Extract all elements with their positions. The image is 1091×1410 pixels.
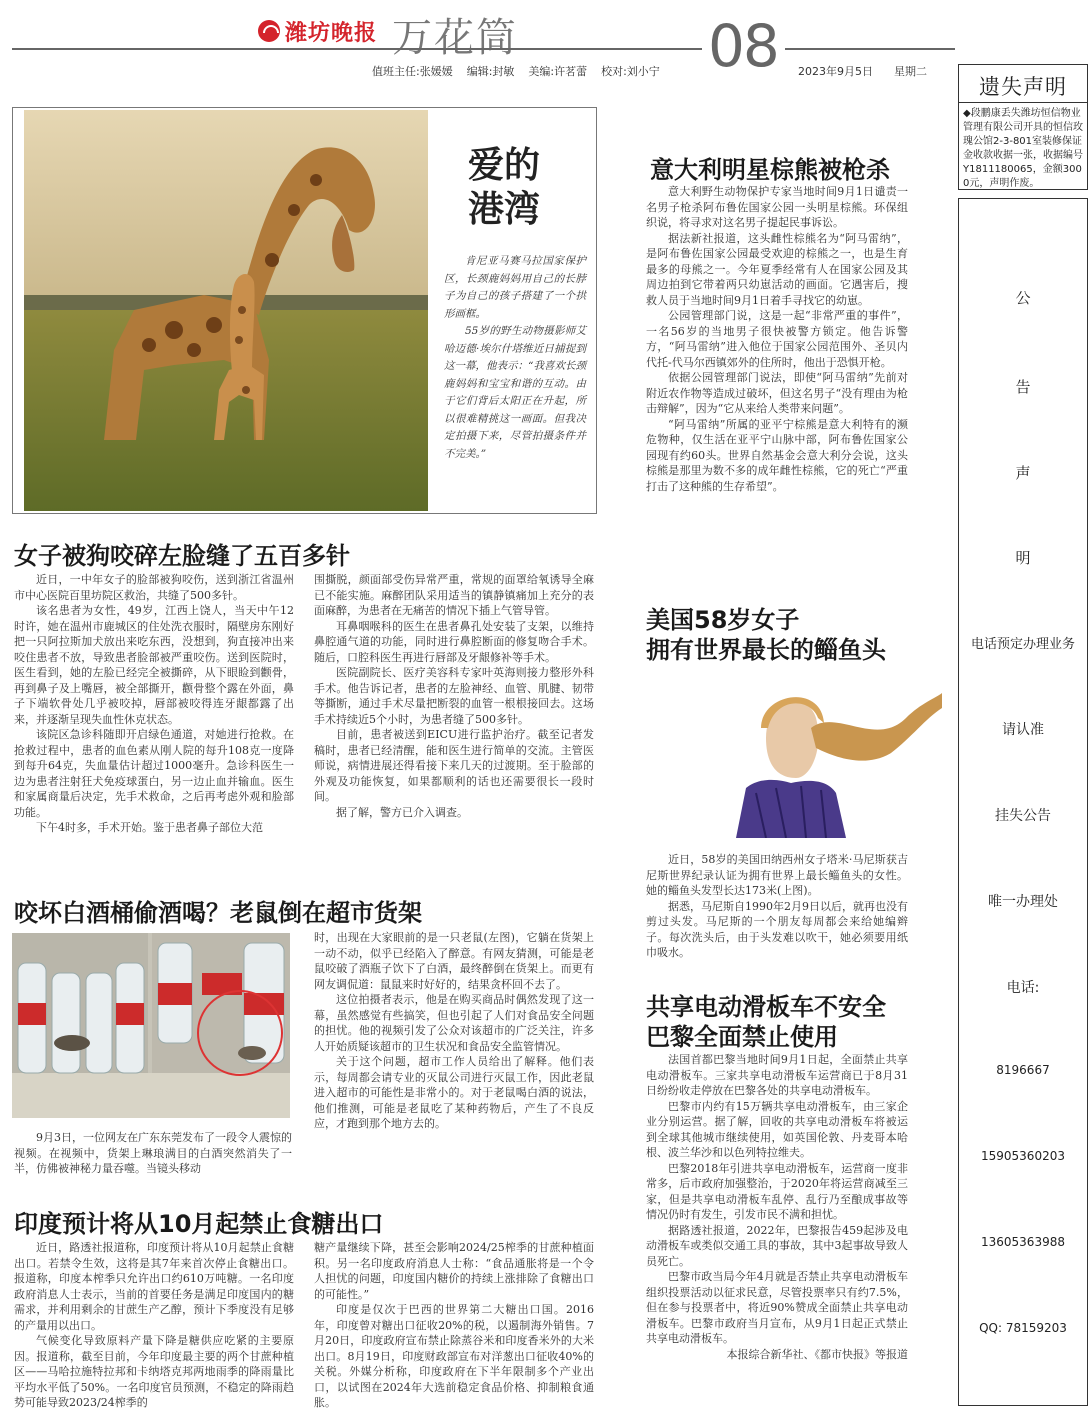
long-braid-woman-photo-icon bbox=[706, 668, 942, 838]
ad-phone: 15905360203 bbox=[981, 1149, 1065, 1163]
ad-line: 挂失公告 bbox=[995, 808, 1051, 824]
issue-date: 2023年9月5日 bbox=[798, 65, 873, 78]
dog-para: 该院区急诊科随即开启绿色通道，对她进行抢救。在抢救过程中，患者的血色素从刚人院的每升108克一度降到每升64克，失血量估计超过1000毫升。急诊科医生一边为患者注射狂犬免疫球蛋白，另一边止血并输血。医生和家属商量后决定，先手术救命，之后再考虑外观和脸部功能。 bbox=[14, 728, 294, 819]
scooter-headline-line: 巴黎全面禁止使用 bbox=[646, 1023, 838, 1051]
ad-line: 请认准 bbox=[1002, 722, 1044, 738]
dog-para: 据了解，警方已介入调查。 bbox=[336, 805, 468, 819]
ad-line: 明 bbox=[1015, 549, 1031, 567]
rat-para: 9月3日，一位网友在广东东莞发布了一段令人震惊的视频。在视频中，货架上琳琅满目的白酒突然消失了一半，仿佛被神秘力量吞噬。当镜头移动 bbox=[14, 1131, 292, 1175]
mullet-headline-line: 美国58岁女子 bbox=[646, 606, 800, 634]
notice-service-ad bbox=[958, 198, 1088, 1406]
newspaper-name: 潍坊晚报 bbox=[285, 21, 378, 46]
rat-article-col1 bbox=[14, 1130, 292, 1177]
article-credit: 本报综合新华社、《都市快报》等报道 bbox=[726, 1347, 908, 1361]
bear-para: 公园管理部门说，这是一起“非常严重的事件”，一名56岁的当地男子很快被警方锁定。他告诉警方，“阿马雷纳”进入他位于国家公园范围外、圣贝内代托-代马尔西镇郊外的住所时，他出于恐惧开枪。 bbox=[646, 309, 908, 369]
giraffe-caption-para: 55岁的野生动物摄影师艾哈迈德·埃尔什塔维近日捕捉到这一幕，他表示：“我喜欢长颈鹿妈妈和宝宝和谐的互动。由于它们背后太阳正在升起，所以很难精挑这一画面。但我决定拍摄下来，尽管拍摄条件并不完美。” bbox=[444, 325, 586, 460]
mullet-article-headline bbox=[646, 605, 886, 665]
rat-article-col2 bbox=[314, 930, 594, 1132]
sugar-para: 气候变化导致原料产量下降是糖供应吃紧的主要原因。报道称，截至目前，今年印度最主要的两个甘蔗种植区——马哈拉施特拉邦和卡纳塔克邦两地雨季的降雨量比平均水平低了50%。一名印度官员预测，不稳定的降雨趋势可能导致2023/24榨季的 bbox=[14, 1334, 294, 1408]
lost-notice-body: ◆段鹏康丢失潍坊恒信物业管理有限公司开具的恒信玫瑰公馆2-3-801室装修保证金收款收据一张，收据编号Y1811180065，金额3000元，声明作废。 bbox=[963, 108, 1083, 189]
bear-article-headline: 意大利明星棕熊被枪杀 bbox=[650, 156, 890, 184]
sugar-para: 糖产量继续下降，甚至会影响2024/25榨季的甘蔗种植面积。另一名印度政府消息人士称：“食品通胀将是一个令人担忧的问题，印度国内糖价的持续上涨排除了食糖出口的可能性。” bbox=[314, 1241, 594, 1301]
newspaper-logo-icon bbox=[258, 20, 280, 42]
section-name: 万花筒 bbox=[392, 15, 518, 61]
ad-line: 声 bbox=[1015, 464, 1031, 482]
dog-article-col1 bbox=[14, 572, 294, 836]
dog-para: 目前，患者被送到EICU进行监护治疗。截至记者发稿时，患者已经清醒，能和医生进行简单的交流。主管医师说，病情进展还得看接下来几天的过渡期。至于脸部的外观及功能恢复，如果都顺利的话也还需要很长一段时间。 bbox=[314, 728, 594, 803]
scooter-headline-line: 共享电动滑板车不安全 bbox=[646, 993, 886, 1021]
ad-line: 告 bbox=[1015, 378, 1031, 396]
sugar-article-col2 bbox=[314, 1240, 594, 1408]
rat-para: 关于这个问题，超市工作人员给出了解释。他们表示，每周都会请专业的灭鼠公司进行灭鼠工作，因此老鼠进入超市的可能性是非常小的。对于老鼠喝白酒的说法，他们推测，可能是老鼠吃了某种药物后，产生了不良反应，才跑到那个地方去的。 bbox=[314, 1055, 594, 1130]
scooter-article-headline bbox=[646, 992, 886, 1052]
masthead bbox=[0, 0, 950, 100]
dog-para: 该名患者为女性，49岁，江西上饶人，当天中午12时许，她在温州市鹿城区的住处洗衣服时，隔壁房东刚好把一只阿拉斯加犬放出来吃东西，没想到，狗直接冲出来咬住患者不放，导致患者脸部被严重咬伤。送到医院时，医生看到，她的左脸已经完全被撕碎，从下眼睑到颧骨，再到鼻子及上嘴唇，被全部撕开，颧骨整个露在外面，鼻子下端软骨处几乎被咬掉，唇部被咬得连牙龈都露了出来，并逐渐呈现失血性休克状态。 bbox=[14, 604, 294, 726]
mullet-para: 据悉，马尼斯自1990年2月9日以后，就再也没有剪过头发。马尼斯的一个朋友每周都会来给她编辫子。每次洗头后，由于头发难以吹干，她必须要用纸巾吸水。 bbox=[646, 899, 908, 959]
ad-qq: QQ: 78159203 bbox=[979, 1321, 1067, 1335]
issue-weekday: 星期二 bbox=[894, 65, 927, 78]
mullet-headline-line: 拥有世界最长的鲻鱼头 bbox=[646, 636, 886, 664]
dog-article-headline: 女子被狗咬碎左脸缝了五百多针 bbox=[14, 542, 350, 570]
mullet-article-body bbox=[646, 852, 908, 961]
rat-para: 时，出现在大家眼前的是一只老鼠(左图)，它躺在货架上一动不动，似乎已经陷入了醉意。有网友猜测，可能是老鼠咬破了酒瓶子饮下了白酒，最终醉倒在货架上。而更有网友调侃道：鼠鼠来时好好的，结果贪杯回不去了。 bbox=[314, 931, 594, 991]
ad-line: 电话预定办理业务 bbox=[970, 637, 1075, 652]
bear-para: 据法新社报道，这头雌性棕熊名为“阿马雷纳”，是阿布鲁佐国家公园最受欢迎的棕熊之一，也是生育最多的母熊之一。今年夏季经常有人在国家公园及其周边拍到它带着两只幼崽活动的画面。它遇害后，搜救人员于当地时间9月1日着手寻找它的幼崽。 bbox=[646, 231, 908, 307]
rat-article-headline: 咬坏白酒桶偷酒喝？老鼠倒在超市货架 bbox=[14, 899, 422, 927]
scooter-para: 巴黎2018年引进共享电动滑板车，运营商一度非常多，后市政府加强整治，于2020年将运营商减至三家，但是共享电动滑板车乱停、乱行乃至酿成事故等情况仍时有发生，引发市民不满和担忧。 bbox=[646, 1161, 908, 1221]
long-braid-woman-photo bbox=[706, 668, 942, 838]
giraffe-feature-title bbox=[468, 144, 540, 232]
ad-line: 公 bbox=[1015, 289, 1031, 307]
giraffe-title-line: 港湾 bbox=[468, 189, 541, 230]
dog-para: 下午4时多，手术开始。鉴于患者鼻子部位大范 bbox=[36, 821, 263, 834]
masthead-rule-right bbox=[785, 48, 955, 50]
scooter-para: 巴黎市政当局今年4月就是否禁止共享电动滑板车组织投票活动以征求民意，尽管投票率只有约7.5%，但在参与投票者中，将近90%赞成全面禁止共享电动滑板车。巴黎市政府当月宣布，从9月1日起正式禁止共享电动滑板车。 bbox=[646, 1270, 908, 1345]
sugar-article-headline: 印度预计将从10月起禁止食糖出口 bbox=[14, 1210, 384, 1238]
mullet-para: 近日，58岁的美国田纳西州女子塔米·马尼斯获吉尼斯世界纪录认证为拥有世界上最长鲻鱼头的女性。她的鲻鱼头发型长达173米(上图)。 bbox=[646, 853, 908, 897]
rat-para: 这位拍摄者表示，他是在购买商品时偶然发现了这一幕，虽然感觉有些搞笑，但也引起了人们对食品安全问题的担忧。他的视频引发了公众对该超市的广泛关注，许多人开始质疑该超市的卫生状况和食品安全监管情况。 bbox=[314, 993, 594, 1053]
lost-notice-box bbox=[958, 64, 1088, 190]
scooter-article-body bbox=[646, 1052, 908, 1362]
divider bbox=[959, 102, 1087, 103]
ad-line: 唯一办理处 bbox=[988, 894, 1058, 910]
dog-para: 近日，一中年女子的脸部被狗咬伤，送到浙江省温州市中心医院百里坊院区救治，共缝了500多针。 bbox=[14, 573, 294, 602]
giraffe-title-line: 爱的 bbox=[468, 145, 541, 186]
lost-notice-title: 遗失声明 bbox=[979, 75, 1067, 99]
editor-credits: 值班主任:张媛媛 编辑:封敏 美编:许茗蕾 校对:刘小宁 bbox=[372, 65, 660, 78]
scooter-para: 据路透社报道，2022年，巴黎报告459起涉及电动滑板车或类似交通工具的事故，其中3起事故导致人员死亡。 bbox=[646, 1223, 908, 1268]
sugar-para: 近日，路透社报道称，印度预计将从10月起禁止食糖出口。若禁令生效，这将是其7年来首次停止食糖出口。报道称，印度本榨季只允许出口约610万吨糖。一名印度政府消息人士表示，当前的首要任务是满足印度国内的糖需求，并利用剩余的甘蔗生产乙醇，预计下季度没有足够的产量用以出口。 bbox=[14, 1241, 294, 1332]
giraffe-photo-icon bbox=[24, 110, 428, 511]
scooter-para: 法国首都巴黎当地时间9月1日起，全面禁止共享电动滑板车。三家共享电动滑板车运营商已于8月31日纷纷收走停放在巴黎各处的共享电动滑板车。 bbox=[646, 1053, 908, 1097]
bear-article-body bbox=[646, 184, 908, 494]
giraffe-caption bbox=[444, 253, 586, 463]
ad-phone: 13605363988 bbox=[981, 1235, 1065, 1249]
dog-para: 围撕脱，颜面部受伤异常严重，常规的面罩给氧诱导全麻已不能实施。麻醉团队采用适当的镇静镇痛加上充分的表面麻醉，为患者在无痛苦的情况下插上气管导管。 bbox=[314, 573, 594, 617]
giraffe-caption-para: 肯尼亚马赛马拉国家保护区，长颈鹿妈妈用自己的长脖子为自己的孩子搭建了一个拱形画框。 bbox=[444, 255, 586, 320]
sugar-para: 印度是仅次于巴西的世界第二大糖出口国。2016年，印度曾对糖出口征收20%的税，以遏制海外销售。7月20日，印度政府宣布禁止除蒸谷米和印度香米外的大米出口。8月19日，印度财政部宣布对洋葱出口征收40%的关税。外媒分析称，印度政府在下半年限制多个产业出口，以试图在2024年大选前稳定食品价格、抑制粮食通胀。 bbox=[314, 1303, 594, 1408]
ad-line: 电话: bbox=[1006, 980, 1040, 996]
page-number: 08 bbox=[708, 12, 778, 80]
dog-article-col2 bbox=[314, 572, 594, 820]
dog-para: 医院副院长、医疗美容科专家叶英海则接力整形外科手术。他告诉记者，患者的左脸神经、血管、肌腱、韧带等撕断，通过手术尽量把断裂的血管一根根接回去。这场手术持续近5个小时，为患者缝了500多针。 bbox=[314, 666, 594, 726]
bear-para: 依据公园管理部门说法，即使“阿马雷纳”先前对附近农作物等造成过破坏，但这名男子“没有理由为枪击辩解”，因为“它从来给人类带来问题”。 bbox=[646, 371, 908, 415]
sugar-article-col1 bbox=[14, 1240, 294, 1408]
bear-para: 意大利野生动物保护专家当地时间9月1日谴责一名男子枪杀阿布鲁佐国家公园一头明星棕熊。环保组织说，将寻求对这名男子提起民事诉讼。 bbox=[646, 185, 908, 229]
dateline bbox=[798, 63, 927, 79]
scooter-para: 巴黎市内约有15万辆共享电动滑板车，由三家企业分别运营。据了解，回收的共享电动滑板车将被运到全球其他城市继续使用，如英国伦敦、丹麦哥本哈根、波兰华沙和以色列特拉维夫。 bbox=[646, 1099, 908, 1159]
giraffe-photo bbox=[24, 110, 428, 511]
masthead-rule-left bbox=[12, 48, 702, 50]
dog-para: 耳鼻咽喉科的医生在患者鼻孔处安装了支架，以维持鼻腔通气道的功能，同时进行鼻腔断面的修复吻合手术。随后，口腔科医生再进行唇部及牙龈修补等手术。 bbox=[314, 619, 594, 664]
rat-shelf-photo bbox=[12, 933, 290, 1118]
bear-para: “阿马雷纳”所属的亚平宁棕熊是意大利特有的濒危物种，仅生活在亚平宁山脉中部，阿布鲁佐国家公园现有约60头。世界自然基金会意大利分会说，这头棕熊是那里为数不多的成年雌性棕熊，它的死亡“严重打击了这种熊的生存希望”。 bbox=[646, 417, 908, 493]
rat-shelf-photo-icon bbox=[12, 933, 290, 1118]
ad-phone: 8196667 bbox=[996, 1063, 1050, 1077]
